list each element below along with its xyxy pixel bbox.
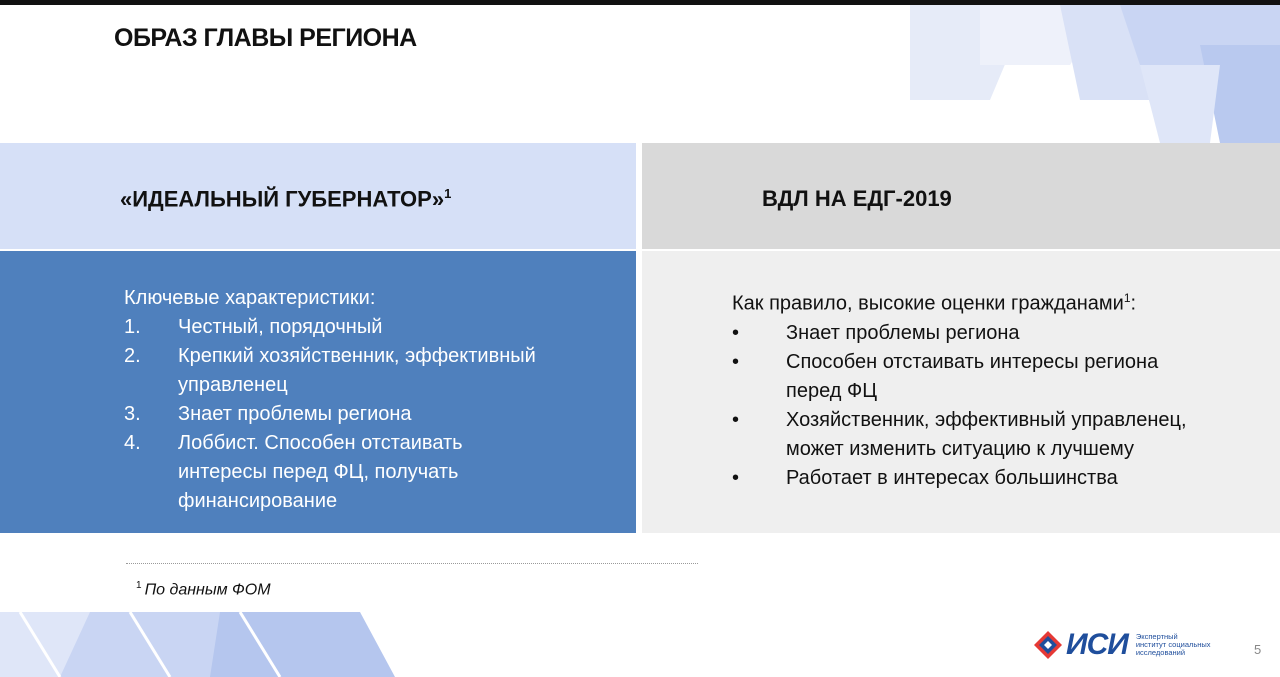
heading-footnote-ref: 1: [444, 186, 452, 201]
isi-logo: [1034, 628, 1226, 662]
logo-subtitle: Экспертный институт социальных исследований: [1135, 632, 1211, 657]
left-panel-text: [124, 284, 594, 516]
decorative-pattern-top-right: [880, 5, 1280, 143]
left-panel-lead: Ключевые характеристики:: [124, 287, 376, 309]
right-panel-body: [642, 251, 1280, 533]
logo-name: ИСИ: [1066, 628, 1128, 661]
footnote-divider: [126, 563, 698, 564]
right-panel-heading: ВДЛ НА ЕДГ-2019: [762, 186, 952, 211]
list-item: • Знает проблемы региона: [732, 321, 1020, 344]
left-panel-header: [0, 143, 636, 249]
list-item: 2. Крепкий хозяйственник, эффективный управленец: [124, 345, 536, 396]
list-item: • Способен отстаивать интересы региона перед ФЦ: [732, 350, 1159, 402]
page-number: 5: [1254, 642, 1262, 657]
list-item: • Хозяйственник, эффективный управленец, может изменить ситуацию к лучшему: [732, 408, 1187, 460]
slide-title: ОБРАЗ ГЛАВЫ РЕГИОНА: [114, 24, 417, 52]
list-item: 3. Знает проблемы региона: [124, 403, 412, 425]
left-panel-heading: «ИДЕАЛЬНЫЙ ГУБЕРНАТОР»$^1$: [120, 186, 452, 212]
list-item: • Работает в интересах большинства: [732, 466, 1118, 489]
left-panel-body: [0, 251, 636, 533]
right-panel-text: [732, 284, 1202, 493]
logo-emblem-icon: [1034, 631, 1062, 659]
footnote: $^1$ По данным ФОМ: [136, 580, 271, 599]
list-item: 4. Лоббист. Способен отстаивать интересы перед ФЦ, получать финансирование: [124, 432, 463, 512]
right-panel-lead: Как правило, высокие оценки гражданами$^1$:: [732, 291, 1137, 315]
right-panel-header: [642, 143, 1280, 249]
decorative-pattern-bottom-left: [0, 612, 400, 677]
list-item: 1. Честный, порядочный: [124, 316, 383, 338]
